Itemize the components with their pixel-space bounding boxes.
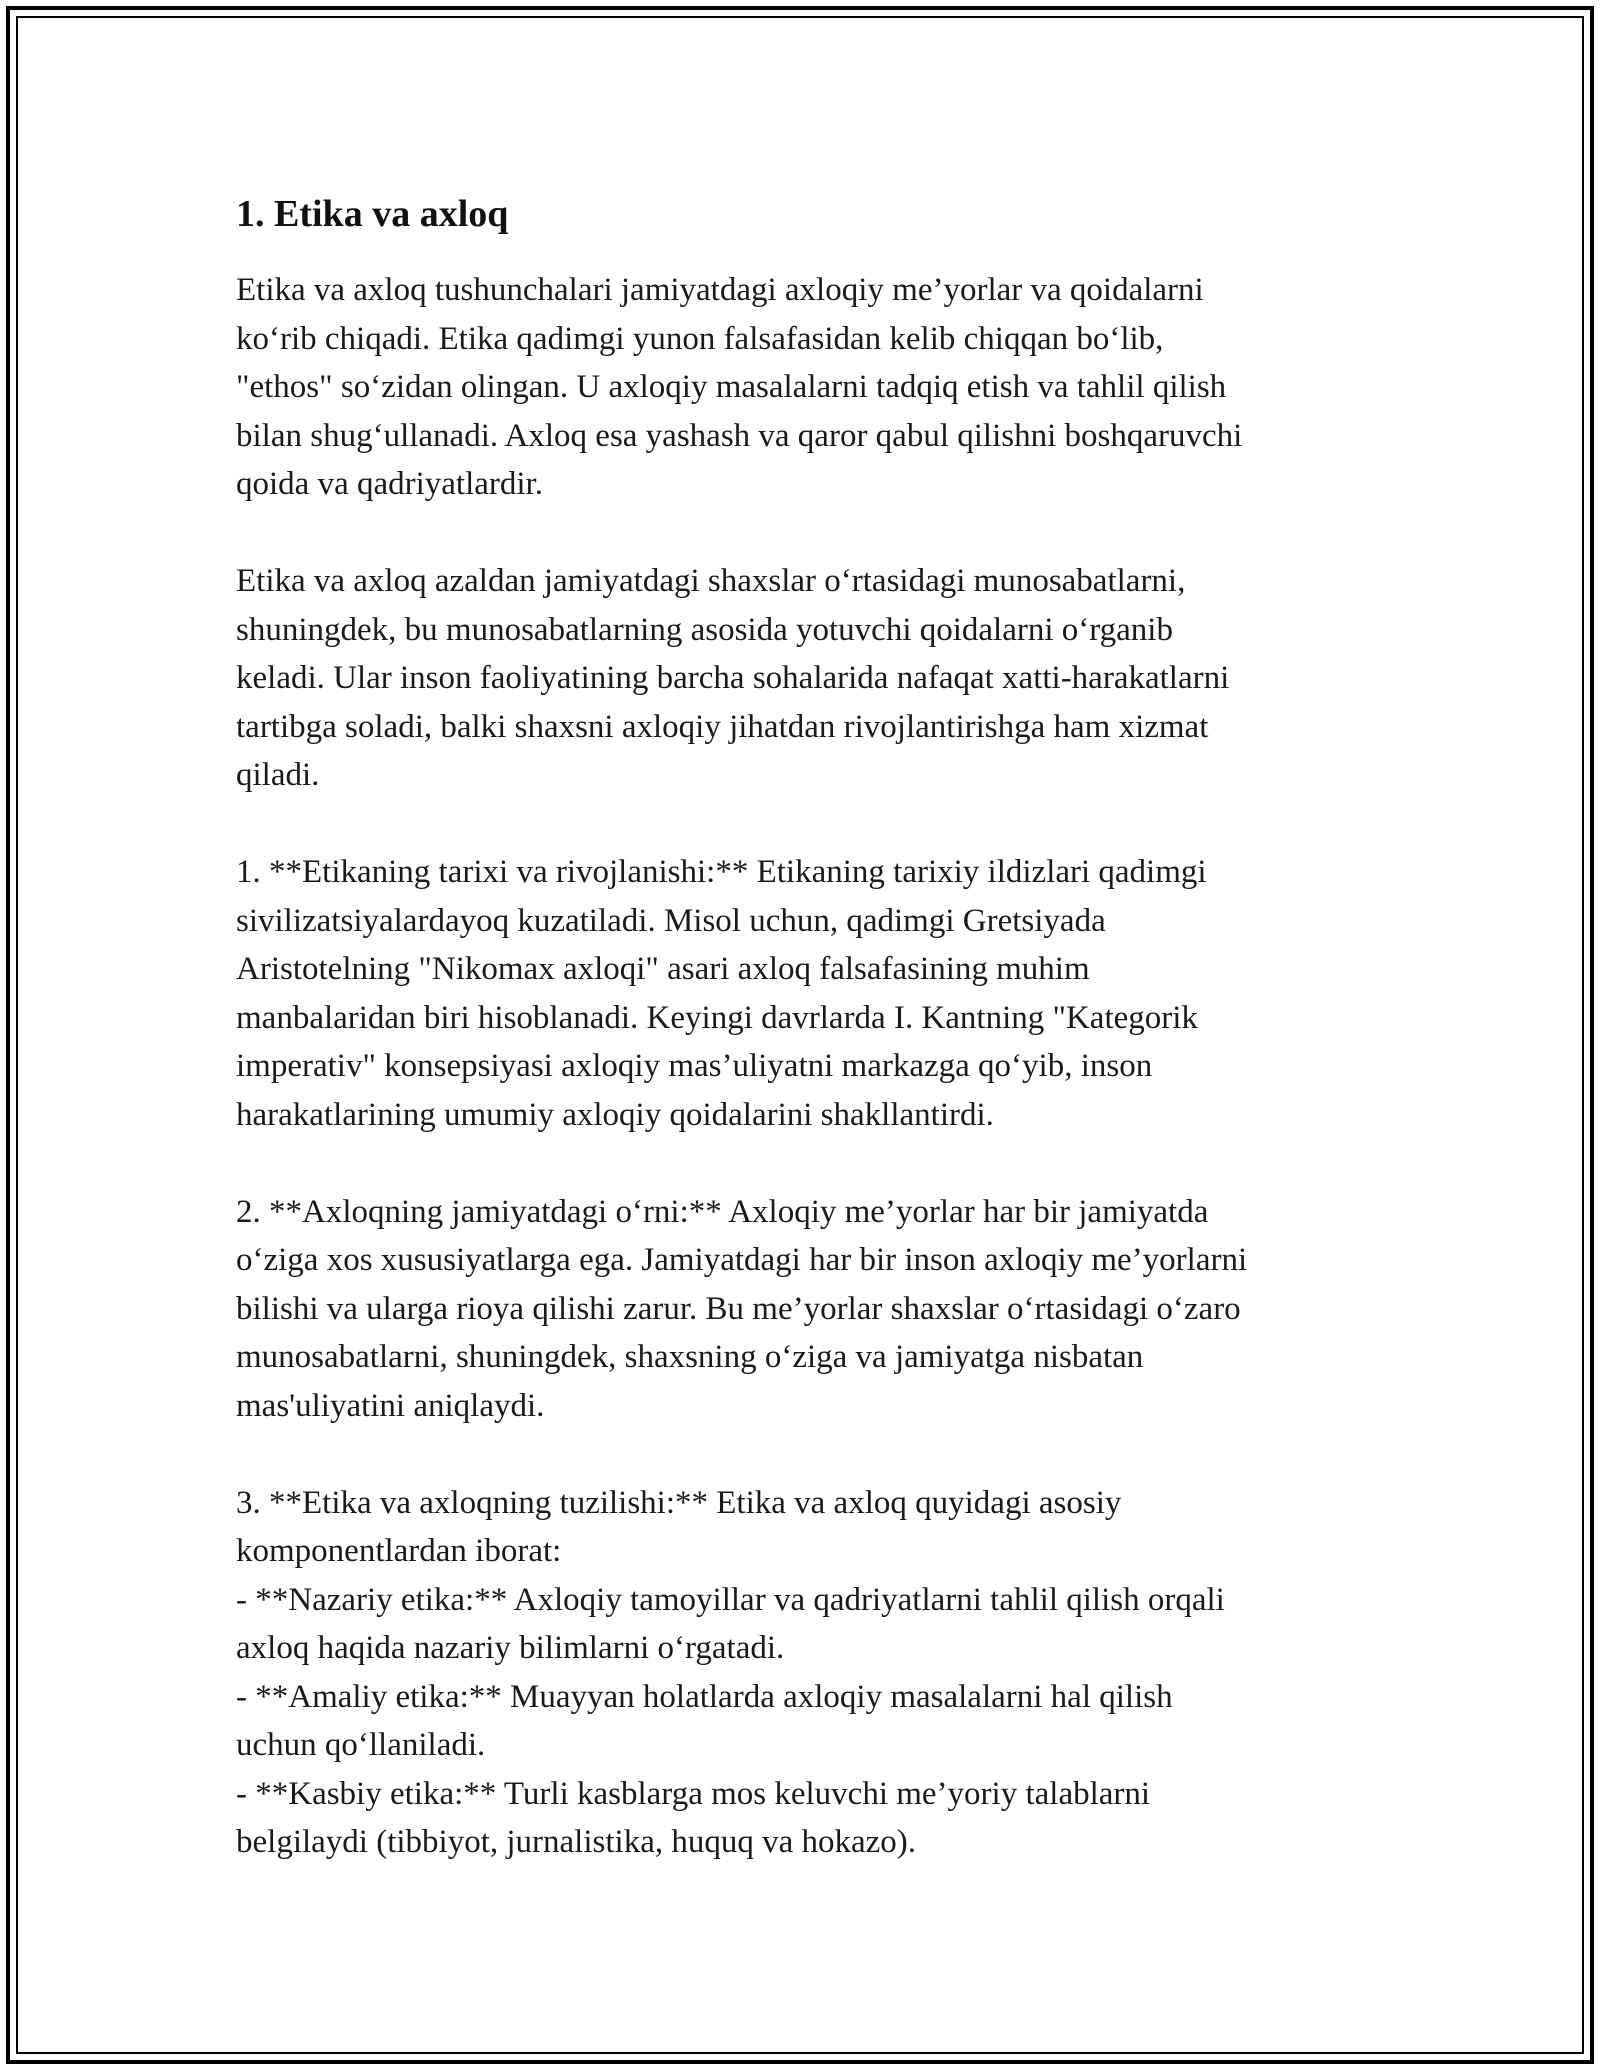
paragraph-intro: Etika va axloq tushunchalari jamiyatdagi axloqiy me’yorlar va qoidalarni ko‘rib chiqadi. Etika qadimgi yunon falsafasidan kelib chiqqan bo‘lib, "ethos" so‘zidan olingan. U axloqiy masalalarni tadqiq etish va tahlil qilish bilan shug‘ullanadi. Axloq esa yashash va qaror qabul qilishni boshqaruvchi qoida va qadriyatlardir.: [236, 272, 1243, 502]
paragraph-gap: [236, 800, 1386, 849]
paragraph-society: Etika va axloq azaldan jamiyatdagi shaxslar o‘rtasidagi munosabatlarni, shuningdek, bu munosabatlarning asosida yotuvchi qoidalarni o‘rganib keladi. Ular inson faoliyatining barcha sohalarida nafaqat xatti-harakatlarni tartibga soladi, balki shaxsni axloqiy jihatdan rivojlantirishga ham xizmat qiladi.: [236, 563, 1230, 793]
paragraph-gap: [236, 1430, 1386, 1479]
list-item-structure: 3. **Etika va axloqning tuzilishi:** Etika va axloq quyidagi asosiy komponentlardan iborat: - **Nazariy etika:** Axloqiy tamoyillar va qadriyatlarni tahlil qilish orqali axloq haqida nazariy bilimlarni o‘rgatadi. - **Amaliy etika:** Muayyan holatlarda axloqiy masalalarni hal qilish uchun qo‘llaniladi. - **Kasbiy etika:** Turli kasblarga mos keluvchi me’yoriy talablarni belgilaydi (tibbiyot, jurnalistika, huquq va hokazo).: [236, 1484, 1225, 1860]
document-title: 1. Etika va axloq: [236, 193, 509, 235]
document-body: [236, 182, 1386, 1867]
list-item-history: 1. **Etikaning tarixi va rivojlanishi:** Etikaning tarixiy ildizlari qadimgi sivilizatsiyalardayoq kuzatiladi. Misol uchun, qadimgi Gretsiyada Aristotelning "Nikomax axloqi" asari axloq falsafasining muhim manbalaridan biri hisoblanadi. Keyingi davrlarda I. Kantning "Kategorik imperativ" konsepsiyasi axloqiy mas’uliyatni markazga qo‘yib, inson harakatlarining umumiy axloqiy qoidalarini shakllantirdi.: [236, 854, 1207, 1133]
paragraph-gap: [236, 509, 1386, 558]
list-item-role: 2. **Axloqning jamiyatdagi o‘rni:** Axloqiy me’yorlar har bir jamiyatda o‘ziga xos xususiyatlarga ega. Jamiyatdagi har bir inson axloqiy me’yorlarni bilishi va ularga rioya qilishi zarur. Bu me’yorlar shaxslar o‘rtasidagi o‘zaro munosabatlarni, shuningdek, shaxsning o‘ziga va jamiyatga nisbatan mas'uliyatini aniqlaydi.: [236, 1193, 1248, 1424]
paragraph-gap: [236, 1139, 1386, 1188]
